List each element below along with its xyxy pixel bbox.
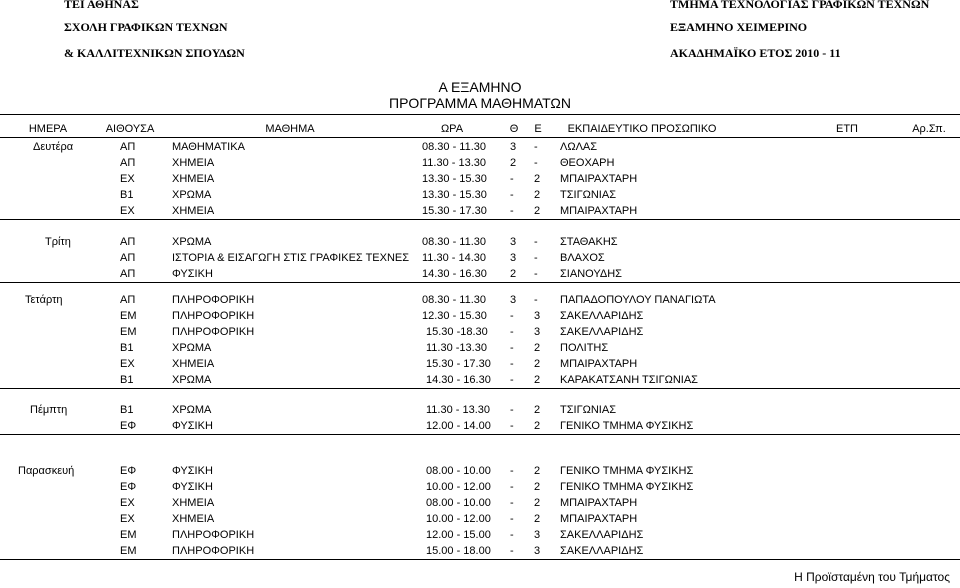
row-staff: ΜΠΑΙΡΑΧΤΑΡΗ (560, 513, 638, 525)
row-time: 11.30 - 14.30 (422, 252, 487, 264)
signature-caption: Η Προϊσταμένη του Τμήματος (794, 570, 950, 584)
row-course: ΧΗΜΕΙΑ (172, 205, 215, 217)
col-lab: Ε (534, 123, 542, 135)
row-room: ΑΠ (120, 141, 136, 153)
row-room: Β1 (120, 342, 134, 354)
row-time: 12.00 - 14.00 (426, 420, 491, 432)
table-row (0, 463, 960, 479)
row-room: Β1 (120, 404, 134, 416)
row-staff: ΓΕΝΙΚΟ ΤΜΗΜΑ ΦΥΣΙΚΗΣ (560, 481, 694, 493)
row-time: 08.30 - 11.30 (422, 236, 487, 248)
row-time: 14.30 - 16.30 (426, 374, 491, 386)
row-staff: ΣΑΚΕΛΛΑΡΙΔΗΣ (560, 326, 644, 338)
row-lab: 2 (534, 342, 541, 354)
table-row (0, 203, 960, 220)
row-lab: 3 (534, 326, 541, 338)
row-room: ΕΦ (120, 481, 137, 493)
row-room: Β1 (120, 374, 134, 386)
row-theory: - (510, 374, 514, 386)
row-staff: ΚΑΡΑΚΑΤΣΑΝΗ ΤΣΙΓΩΝΙΑΣ (560, 374, 698, 386)
table-row (0, 543, 960, 560)
col-etp: ΕΤΠ (836, 123, 858, 135)
row-course: ΧΗΜΕΙΑ (172, 157, 215, 169)
row-course: ΧΡΩΜΑ (172, 404, 212, 416)
col-room: ΑΙΘΟΥΣΑ (105, 123, 155, 135)
row-course: ΠΛΗΡΟΦΟΡΙΚΗ (172, 529, 255, 541)
row-staff: ΣΑΚΕΛΛΑΡΙΔΗΣ (560, 545, 644, 557)
table-row (0, 250, 960, 266)
row-room: ΑΠ (120, 157, 136, 169)
row-theory: - (510, 342, 514, 354)
row-lab: 2 (534, 205, 541, 217)
row-theory: - (510, 545, 514, 557)
row-course: ΠΛΗΡΟΦΟΡΙΚΗ (172, 545, 255, 557)
table-row (0, 139, 960, 155)
col-theory: Θ (509, 123, 519, 135)
row-lab: 2 (534, 358, 541, 370)
row-course: ΧΗΜΕΙΑ (172, 358, 215, 370)
row-staff: ΜΠΑΙΡΑΧΤΑΡΗ (560, 358, 638, 370)
col-apsp: Αρ.Σπ. (912, 123, 946, 135)
row-theory: - (510, 497, 514, 509)
school-name-continued: & ΚΑΛΛΙΤΕΧΝΙΚΩΝ ΣΠΟΥΔΩΝ (64, 46, 245, 60)
semester-name: ΕΞΑΜΗΝΟ ΧΕΙΜΕΡΙΝΟ (670, 20, 808, 34)
semester-title: Α ΕΞΑΜΗΝΟ (438, 79, 522, 95)
row-staff: ΣΤΑΘΑΚΗΣ (560, 236, 618, 248)
row-time: 11.30 -13.30 (426, 342, 487, 354)
row-lab: - (534, 252, 538, 264)
row-lab: - (534, 294, 538, 306)
row-staff: ΠΟΛΙΤΗΣ (560, 342, 609, 354)
row-time: 12.30 - 15.30 (422, 310, 487, 322)
title-rule (0, 114, 960, 115)
row-staff: ΣΑΚΕΛΛΑΡΙΔΗΣ (560, 529, 644, 541)
row-theory: - (510, 513, 514, 525)
row-lab: - (534, 141, 538, 153)
school-name: ΣΧΟΛΗ ΓΡΑΦΙΚΩΝ ΤΕΧΝΩΝ (64, 20, 228, 34)
row-course: ΦΥΣΙΚΗ (172, 420, 213, 432)
row-staff: ΜΠΑΙΡΑΧΤΑΡΗ (560, 205, 638, 217)
row-staff: ΣΑΚΕΛΛΑΡΙΔΗΣ (560, 310, 644, 322)
row-staff: ΓΕΝΙΚΟ ΤΜΗΜΑ ΦΥΣΙΚΗΣ (560, 465, 694, 477)
col-time: ΩΡΑ (440, 123, 464, 135)
row-room: Β1 (120, 189, 134, 201)
academic-year: ΑΚΑΔΗΜΑΪΚΟ ΕΤΟΣ 2010 - 11 (670, 46, 841, 60)
column-headers (0, 121, 960, 137)
row-theory: - (510, 358, 514, 370)
row-time: 13.30 - 15.30 (422, 189, 487, 201)
table-row (0, 527, 960, 543)
row-course: ΧΡΩΜΑ (172, 236, 212, 248)
row-day: Παρασκευή (18, 465, 75, 477)
row-time: 12.00 - 15.00 (426, 529, 491, 541)
row-lab: 3 (534, 529, 541, 541)
row-room: ΕΜ (120, 326, 137, 338)
row-room: ΕΦ (120, 465, 137, 477)
table-row (0, 234, 960, 250)
row-theory: - (510, 189, 514, 201)
table-row (0, 308, 960, 324)
row-staff: ΤΣΙΓΩΝΙΑΣ (560, 404, 616, 416)
row-staff: ΓΕΝΙΚΟ ΤΜΗΜΑ ΦΥΣΙΚΗΣ (560, 420, 694, 432)
row-theory: - (510, 404, 514, 416)
row-theory: 3 (510, 236, 517, 248)
row-theory: - (510, 326, 514, 338)
row-lab: 2 (534, 374, 541, 386)
row-course: ΧΗΜΕΙΑ (172, 497, 215, 509)
department-name: ΤΜΗΜΑ ΤΕΧΝΟΛΟΓΙΑΣ ΓΡΑΦΙΚΩΝ ΤΕΧΝΩΝ (670, 0, 930, 11)
col-day: ΗΜΕΡΑ (28, 123, 68, 135)
row-time: 10.00 - 12.00 (426, 513, 491, 525)
row-lab: 2 (534, 404, 541, 416)
row-lab: 2 (534, 173, 541, 185)
row-staff: ΛΩΛΑΣ (560, 141, 598, 153)
row-theory: - (510, 420, 514, 432)
row-lab: 2 (534, 465, 541, 477)
row-day: Τρίτη (45, 236, 71, 248)
row-room: ΕΧ (120, 358, 135, 370)
row-staff: ΘΕΟΧΑΡΗ (560, 157, 615, 169)
row-time: 14.30 - 16.30 (422, 268, 487, 280)
row-time: 08.30 - 11.30 (422, 141, 487, 153)
row-theory: 2 (510, 157, 517, 169)
row-staff: ΤΣΙΓΩΝΙΑΣ (560, 189, 616, 201)
row-staff: ΣΙΑΝΟΥΔΗΣ (560, 268, 622, 280)
row-time: 15.30 -18.30 (426, 326, 488, 338)
row-room: ΕΜ (120, 545, 137, 557)
table-row (0, 292, 960, 308)
row-lab: 2 (534, 497, 541, 509)
col-course: ΜΑΘΗΜΑ (265, 123, 315, 135)
table-row (0, 266, 960, 283)
row-day: Πέμπτη (30, 404, 68, 416)
table-row (0, 418, 960, 435)
row-lab: 2 (534, 481, 541, 493)
row-lab: - (534, 268, 538, 280)
row-theory: 3 (510, 252, 517, 264)
table-row (0, 155, 960, 171)
row-theory: 2 (510, 268, 517, 280)
row-room: ΕΜ (120, 529, 137, 541)
row-time: 08.00 - 10.00 (426, 465, 491, 477)
table-row (0, 479, 960, 495)
row-time: 13.30 - 15.30 (422, 173, 487, 185)
row-theory: - (510, 465, 514, 477)
row-time: 11.30 - 13.30 (426, 404, 491, 416)
row-time: 11.30 - 13.30 (422, 157, 487, 169)
row-course: ΧΗΜΕΙΑ (172, 513, 215, 525)
table-row (0, 372, 960, 389)
row-room: ΕΧ (120, 513, 135, 525)
row-room: ΕΜ (120, 310, 137, 322)
row-theory: - (510, 310, 514, 322)
row-course: ΧΡΩΜΑ (172, 189, 212, 201)
row-time: 15.30 - 17.30 (422, 205, 487, 217)
row-course: ΦΥΣΙΚΗ (172, 481, 213, 493)
row-room: ΕΦ (120, 420, 137, 432)
row-course: ΠΛΗΡΟΦΟΡΙΚΗ (172, 310, 255, 322)
header-rule (0, 137, 960, 138)
row-room: ΕΧ (120, 497, 135, 509)
row-lab: 3 (534, 310, 541, 322)
row-room: ΑΠ (120, 268, 136, 280)
row-time: 15.30 - 17.30 (426, 358, 491, 370)
row-theory: - (510, 481, 514, 493)
table-row (0, 356, 960, 372)
row-course: ΧΡΩΜΑ (172, 374, 212, 386)
row-room: ΑΠ (120, 252, 136, 264)
row-room: ΕΧ (120, 173, 135, 185)
row-room: ΑΠ (120, 294, 136, 306)
table-row (0, 324, 960, 340)
row-time: 10.00 - 12.00 (426, 481, 491, 493)
row-theory: - (510, 205, 514, 217)
row-lab: 2 (534, 189, 541, 201)
table-row (0, 340, 960, 356)
row-lab: 2 (534, 420, 541, 432)
row-course: ΧΗΜΕΙΑ (172, 173, 215, 185)
row-theory: - (510, 529, 514, 541)
table-row (0, 171, 960, 187)
institution-name: ΤΕΙ ΑΘΗΝΑΣ (64, 0, 139, 11)
row-day: Τετάρτη (25, 294, 63, 306)
row-theory: 3 (510, 141, 517, 153)
schedule-title: ΠΡΟΓΡΑΜΜΑ ΜΑΘΗΜΑΤΩΝ (388, 95, 571, 111)
row-staff: ΜΠΑΙΡΑΧΤΑΡΗ (560, 173, 638, 185)
row-staff: ΠΑΠΑΔΟΠΟΥΛΟΥ ΠΑΝΑΓΙΩΤΑ (560, 294, 716, 306)
col-staff: ΕΚΠΑΙΔΕΥΤΙΚΟ ΠΡΟΣΩΠΙΚΟ (567, 123, 717, 135)
row-time: 08.30 - 11.30 (422, 294, 487, 306)
row-course: ΦΥΣΙΚΗ (172, 268, 213, 280)
row-course: ΜΑΘΗΜΑΤΙΚΑ (172, 141, 245, 153)
row-course: ΙΣΤΟΡΙΑ & ΕΙΣΑΓΩΓΗ ΣΤΙΣ ΓΡΑΦΙΚΕΣ ΤΕΧΝΕΣ (172, 252, 410, 264)
table-row (0, 187, 960, 203)
row-staff: ΜΠΑΙΡΑΧΤΑΡΗ (560, 497, 638, 509)
row-theory: 3 (510, 294, 517, 306)
row-staff: ΒΛΑΧΟΣ (560, 252, 605, 264)
row-time: 08.00 - 10.00 (426, 497, 491, 509)
table-row (0, 511, 960, 527)
row-lab: 2 (534, 513, 541, 525)
row-time: 15.00 - 18.00 (426, 545, 491, 557)
row-lab: 3 (534, 545, 541, 557)
row-room: ΑΠ (120, 236, 136, 248)
row-course: ΠΛΗΡΟΦΟΡΙΚΗ (172, 294, 255, 306)
row-course: ΦΥΣΙΚΗ (172, 465, 213, 477)
table-row (0, 495, 960, 511)
row-lab: - (534, 157, 538, 169)
row-lab: - (534, 236, 538, 248)
table-row (0, 402, 960, 418)
row-course: ΧΡΩΜΑ (172, 342, 212, 354)
row-room: ΕΧ (120, 205, 135, 217)
row-theory: - (510, 173, 514, 185)
row-course: ΠΛΗΡΟΦΟΡΙΚΗ (172, 326, 255, 338)
row-day: Δευτέρα (33, 141, 74, 153)
